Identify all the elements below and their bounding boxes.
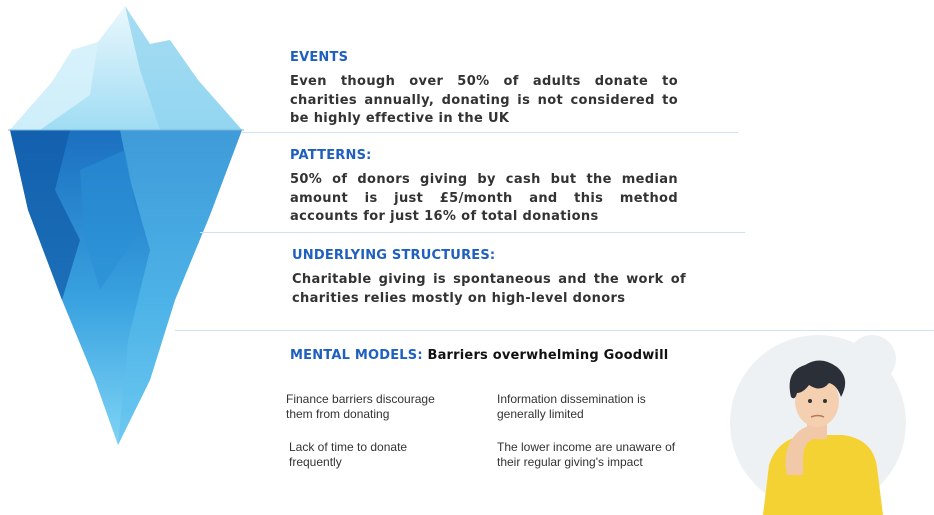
background-circle-small	[848, 335, 896, 383]
thinking-person-illustration	[725, 335, 934, 515]
mental-model-item: Lack of time to donate frequently	[289, 440, 408, 469]
divider-structures	[175, 330, 934, 331]
mental-models-label: MENTAL MODELS:	[290, 348, 423, 363]
person-eye-right	[823, 399, 827, 403]
divider-patterns	[200, 232, 745, 233]
patterns-title: PATTERNS:	[290, 148, 372, 163]
mental-models-subtitle: Barriers overwhelming Goodwill	[427, 348, 669, 363]
events-title: EVENTS	[290, 50, 349, 65]
structures-text: Charitable giving is spontaneous and the work of charities relies mostly on high-level donors	[292, 272, 686, 306]
events-text: Even though over 50% of adults donate to charities annually, donating is not considered to be highly effective in the UK	[290, 74, 678, 126]
person-shirt	[763, 435, 883, 515]
person-eye-left	[808, 399, 812, 403]
mental-model-item: Information dissemination is generally limited	[497, 392, 646, 421]
mental-model-item: The lower income are unaware of their regular giving's impact	[497, 440, 676, 469]
structures-title: UNDERLYING STRUCTURES:	[292, 248, 496, 263]
iceberg-illustration	[0, 0, 260, 460]
patterns-text: 50% of donors giving by cash but the median amount is just £5/month and this method accounts for just 16% of total donations	[290, 172, 678, 224]
mental-models-title	[290, 348, 668, 363]
divider-events	[242, 132, 738, 133]
mental-model-item: Finance barriers discourage them from donating	[286, 392, 435, 421]
